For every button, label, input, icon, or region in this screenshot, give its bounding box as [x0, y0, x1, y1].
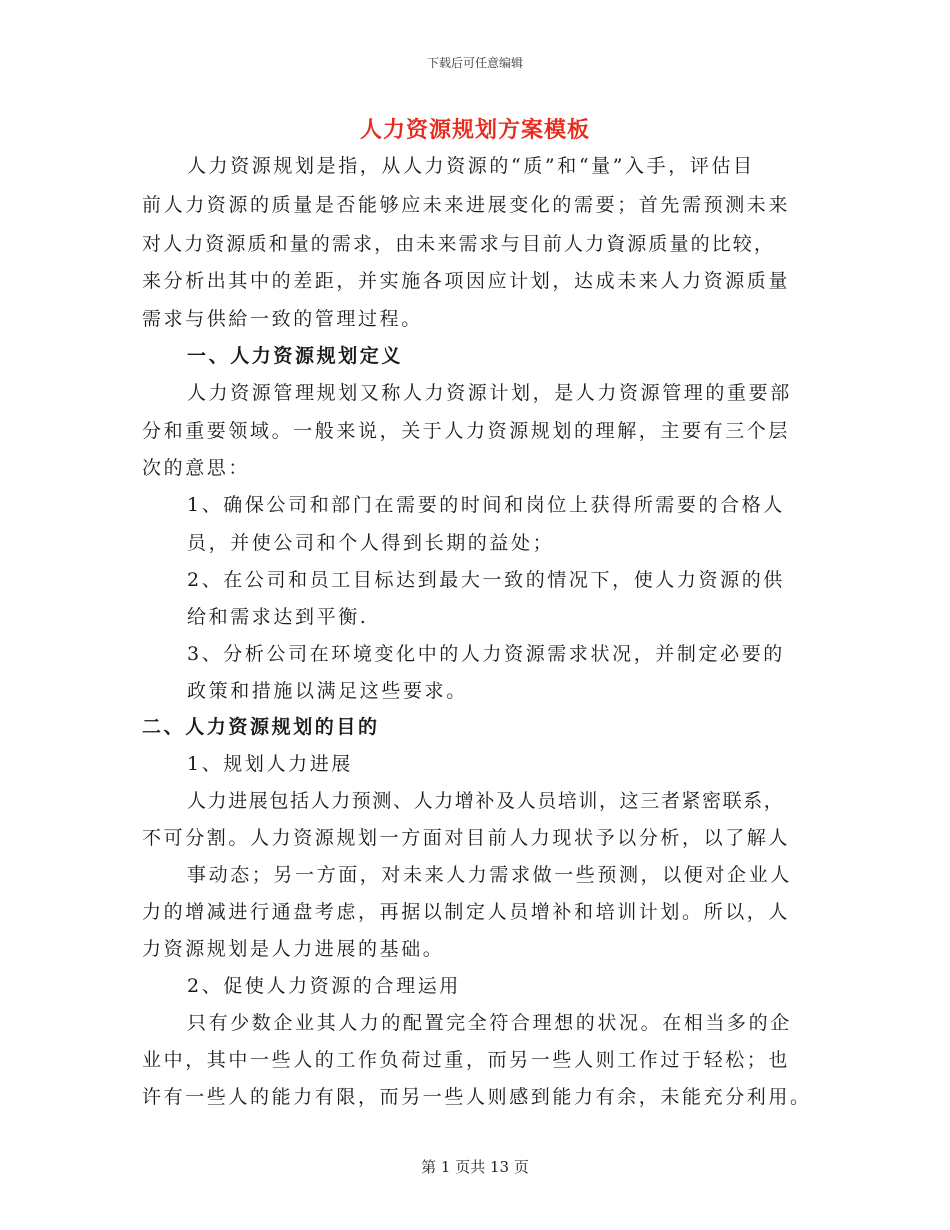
body-line: 人力资源管理规划又称人力资源计划，是人力资源管理的重要部 [187, 382, 792, 404]
list-item: 政策和措施以满足这些要求。 [187, 680, 468, 702]
subsection-heading: 1、规划人力进展 [187, 753, 353, 775]
body-line: 只有少数企业其人力的配置完全符合理想的状况。在相当多的企 [187, 1012, 792, 1034]
list-item: 3、分析公司在环境变化中的人力资源需求状况，并制定必要的 [187, 643, 785, 665]
document-title: 人力资源规划方案模板 [359, 117, 590, 143]
body-line: 业中，其中一些人的工作负荷过重，而另一些人则工作过于轻松；也 [142, 1049, 791, 1071]
list-item: 1、确保公司和部门在需要的时间和岗位上获得所需要的合格人 [187, 494, 785, 516]
body-line: 次的意思： [142, 457, 251, 479]
section-heading: 一、人力资源规划定义 [187, 345, 404, 367]
list-item: 2、在公司和员工目标达到最大一致的情况下，使人力资源的供 [187, 569, 785, 591]
body-line: 分和重要领域。一般来说，关于人力资源规划的理解，主要有三个层 [142, 420, 791, 442]
body-line: 前人力资源的质量是否能够应未来进展变化的需要；首先需预测未来 [142, 194, 791, 216]
body-line: 人力进展包括人力预测、人力增补及人员培训，这三者紧密联系， [187, 790, 785, 812]
body-line: 对人力资源质和量的需求，由未来需求与目前人力資源质量的比较， [142, 233, 776, 255]
page-footer: 第 1 页共 13 页 [421, 1158, 529, 1176]
list-item: 员，并使公司和个人得到长期的益处； [187, 532, 555, 554]
body-line: 人力资源规划是指，从人力资源的“质”和“量”入手，评估目 [187, 155, 755, 177]
body-line: 力的增减进行通盘考虑，再据以制定人员增补和培训计划。所以，人 [142, 901, 791, 923]
section-heading: 二、人力资源规划的目的 [142, 716, 380, 738]
body-line: 不可分割。人力资源规划一方面对目前人力现状予以分析，以了解人 [142, 827, 791, 849]
list-item: 给和需求达到平衡. [187, 606, 369, 628]
body-line: 需求与供給一致的管理过程。 [142, 308, 423, 330]
body-line: 事动态；另一方面，对未来人力需求做一些预测，以便对企业人 [187, 864, 792, 886]
subsection-heading: 2、促使人力资源的合理运用 [187, 975, 461, 997]
body-line: 力资源规划是人力进展的基础。 [142, 938, 445, 960]
header-note: 下载后可任意编辑 [426, 56, 523, 70]
body-line: 来分析出其中的差距，并实施各项因应计划，达成未来人力资源质量 [142, 270, 791, 292]
body-line: 许有一些人的能力有限，而另一些人则感到能力有余，未能充分利用。 [142, 1086, 812, 1108]
